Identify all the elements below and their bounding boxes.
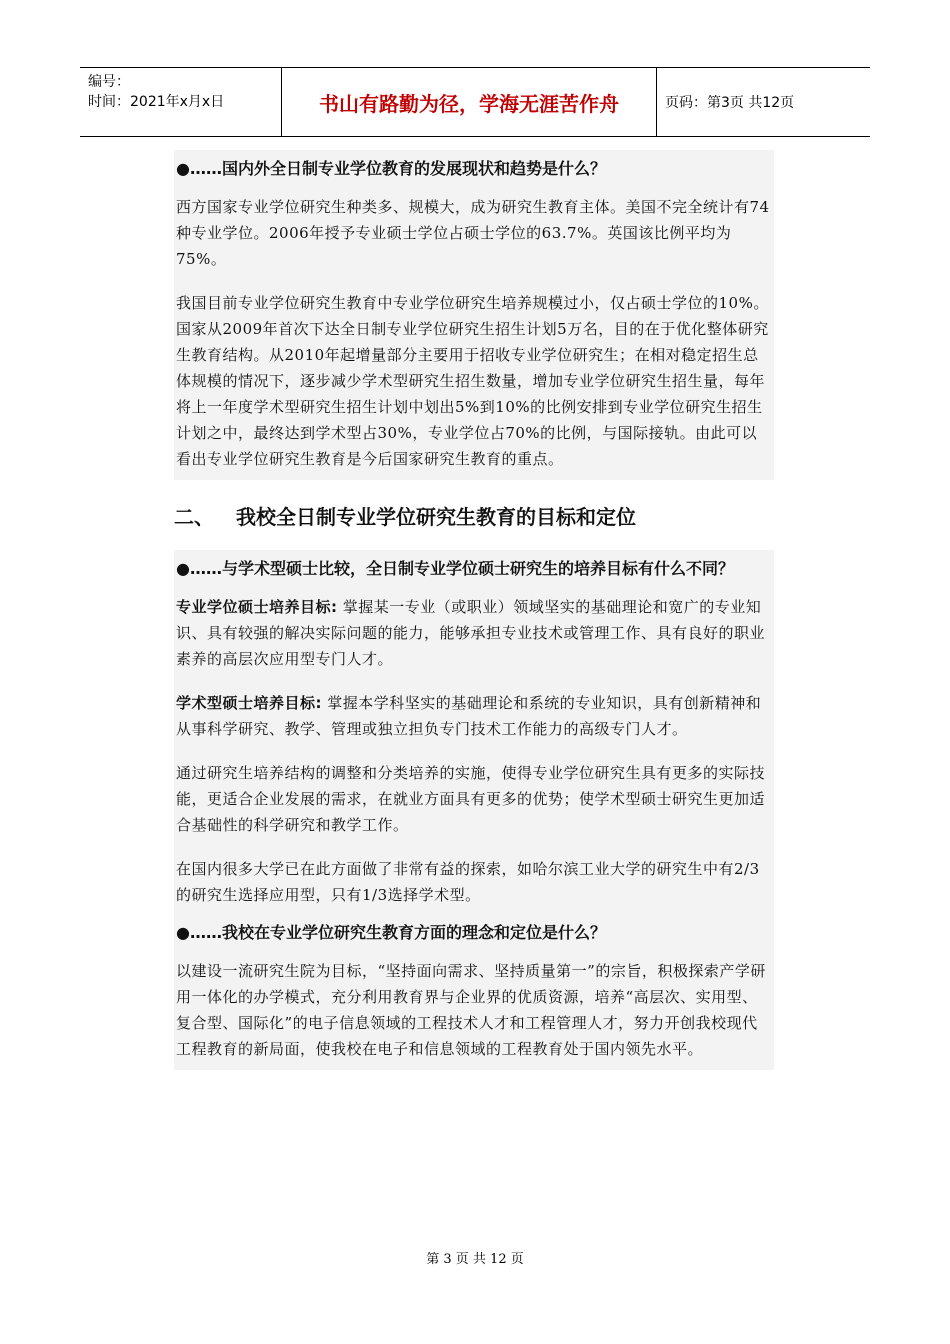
header-page-info: 页码：第3页 共12页 xyxy=(665,95,795,111)
paragraph-3 xyxy=(176,594,772,672)
section-title-2 xyxy=(174,480,774,550)
document-body xyxy=(174,150,774,1070)
section-title-text: 我校全日制专业学位研究生教育的目标和定位 xyxy=(236,505,636,529)
paragraph-5: 通过研究生培养结构的调整和分类培养的实施，使得专业学位研究生具有更多的实际技能，更适合企业发展的需求，在就业方面具有更多的优势；使学术型硕士研究生更加适合基础性的科学研究和教学工作。 xyxy=(176,764,766,834)
academic-goal-text: 掌握本学科坚实的基础理论和系统的专业知识，具有创新精神和从事科学研究、教学、管理或独立担负专门技术工作能力的高级专门人才。 xyxy=(176,694,762,738)
paragraph-4 xyxy=(176,690,772,742)
question-1: ●……国内外全日制专业学位教育的发展现状和趋势是什么？ xyxy=(176,159,606,178)
number-label: 编号： xyxy=(88,74,130,90)
professional-goal-label: 专业学位硕士培养目标: xyxy=(176,598,338,616)
paragraph-1: 西方国家专业学位研究生种类多、规模大，成为研究生教育主体。美国不完全统计有74种专业学位。2006年授予专业硕士学位占硕士学位的63.7%。英国该比例平均为75%。 xyxy=(176,198,770,268)
page-header xyxy=(80,67,870,137)
block-1 xyxy=(174,150,774,480)
block-2 xyxy=(174,550,774,1070)
paragraph-6: 在国内很多大学已在此方面做了非常有益的探索，如哈尔滨工业大学的研究生中有2/3 的研究生选择应用型，只有1/3选择学术型。 xyxy=(176,860,760,904)
paragraph-2: 我国目前专业学位研究生教育中专业学位研究生培养规模过小，仅占硕士学位的10%。国家从2009年首次下达全日制专业学位研究生招生计划5万名，目的在于优化整体研究生教育结构。从2010年起增量部分主要用于招收专业学位研究生；在相对稳定招生总体规模的情况下，逐步减少学术型研究生招生数量，增加专业学位研究生招生量，每年将上一年度学术型研究生招生计划中划出5%到10%的比例安排到专业学位研究生招生计划之中，最终达到学术型占30%，专业学位占70%的比例，与国际接轨。由此可以看出专业学位研究生教育是今后国家研究生教育的重点。 xyxy=(176,294,769,468)
paragraph-7: 以建设一流研究生院为目标，“坚持面向需求、坚持质量第一”的宗旨，积极探索产学研用一体化的办学模式，充分利用教育界与企业界的优质资源，培养“高层次、实用型、复合型、国际化”的电子信息领域的工程技术人才和工程管理人才，努力开创我校现代工程教育的新局面，使我校在电子和信息领域的工程教育处于国内领先水平。 xyxy=(176,962,766,1058)
header-meta xyxy=(80,68,282,136)
professional-goal-text: 掌握某一专业（或职业）领域坚实的基础理论和宽广的专业知识、具有较强的解决实际问题的能力，能够承担专业技术或管理工作、具有良好的职业素养的高层次应用型专门人才。 xyxy=(176,598,766,668)
academic-goal-label: 学术型硕士培养目标: xyxy=(176,694,322,712)
time-label: 时间：2021年x月x日 xyxy=(88,94,225,110)
section-number: 二、 xyxy=(174,505,214,529)
question-3: ●……我校在专业学位研究生教育方面的理念和定位是什么？ xyxy=(176,923,606,942)
question-2: ●……与学术型硕士比较，全日制专业学位硕士研究生的培养目标有什么不同？ xyxy=(176,559,734,578)
header-motto: 书山有路勤为径，学海无涯苦作舟 xyxy=(282,68,657,136)
page-footer: 第 3 页 共 12 页 xyxy=(426,1252,524,1267)
